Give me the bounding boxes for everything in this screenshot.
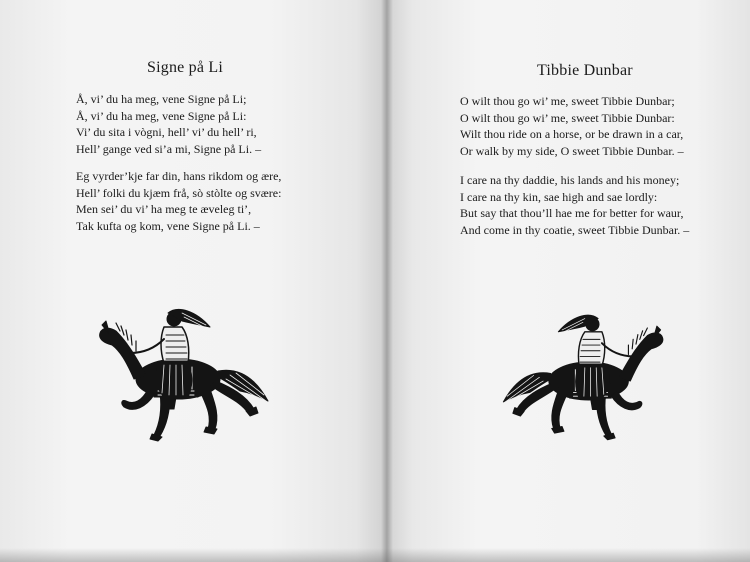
poem-line: Eg vyrder’kje far din, hans rikdom og ære,	[76, 169, 282, 183]
poem-line: Tak kufta og kom, vene Signe på Li. –	[76, 218, 260, 233]
poem-line: Men sei’ du vi’ ha meg te æveleg ti’,	[76, 202, 252, 216]
right-stanza-1	[460, 93, 684, 159]
poem-line: Å, vi’ du ha meg, vene Signe på Li:	[76, 108, 247, 123]
left-stanza-1	[76, 91, 261, 157]
poem-line: O wilt thou go wi’ me, sweet Tibbie Dunbar;	[460, 94, 675, 108]
poem-line: Wilt thou ride on a horse, or be drawn in a car,	[460, 127, 684, 141]
left-poem-title: Signe på Li	[147, 59, 223, 76]
book-bottom-edge	[0, 548, 750, 562]
poem-line: O wilt thou go wi’ me, sweet Tibbie Dunbar:	[460, 110, 675, 125]
left-stanza-2	[76, 168, 281, 234]
book-gutter	[381, 0, 393, 562]
poem-line: And come in thy coatie, sweet Tibbie Dunbar. –	[460, 222, 690, 237]
right-stanza-2	[460, 172, 689, 238]
poem-line: Or walk by my side, O sweet Tibbie Dunbar. –	[460, 143, 684, 158]
right-page	[387, 0, 750, 562]
poem-line: Å, vi’ du ha meg, vene Signe på Li;	[76, 92, 247, 106]
right-poem-title: Tibbie Dunbar	[537, 62, 633, 79]
poem-line: I care na thy daddie, his lands and his money;	[460, 173, 680, 187]
horse-rider-woodcut-icon	[492, 307, 672, 457]
poem-line: Hell’ folki du kjæm frå, sò stòlte og svære:	[76, 185, 282, 200]
poem-line: But say that thou’ll hae me for better for waur,	[460, 206, 684, 220]
poem-line: Vi’ du sita i vògni, hell’ vi’ du hell’ ri,	[76, 125, 257, 139]
horse-rider-woodcut-icon	[90, 305, 280, 455]
poem-line: Hell’ gange ved si’a mi, Signe på Li. –	[76, 141, 262, 156]
poem-line: I care na thy kin, sae high and sae lordly:	[460, 189, 658, 204]
